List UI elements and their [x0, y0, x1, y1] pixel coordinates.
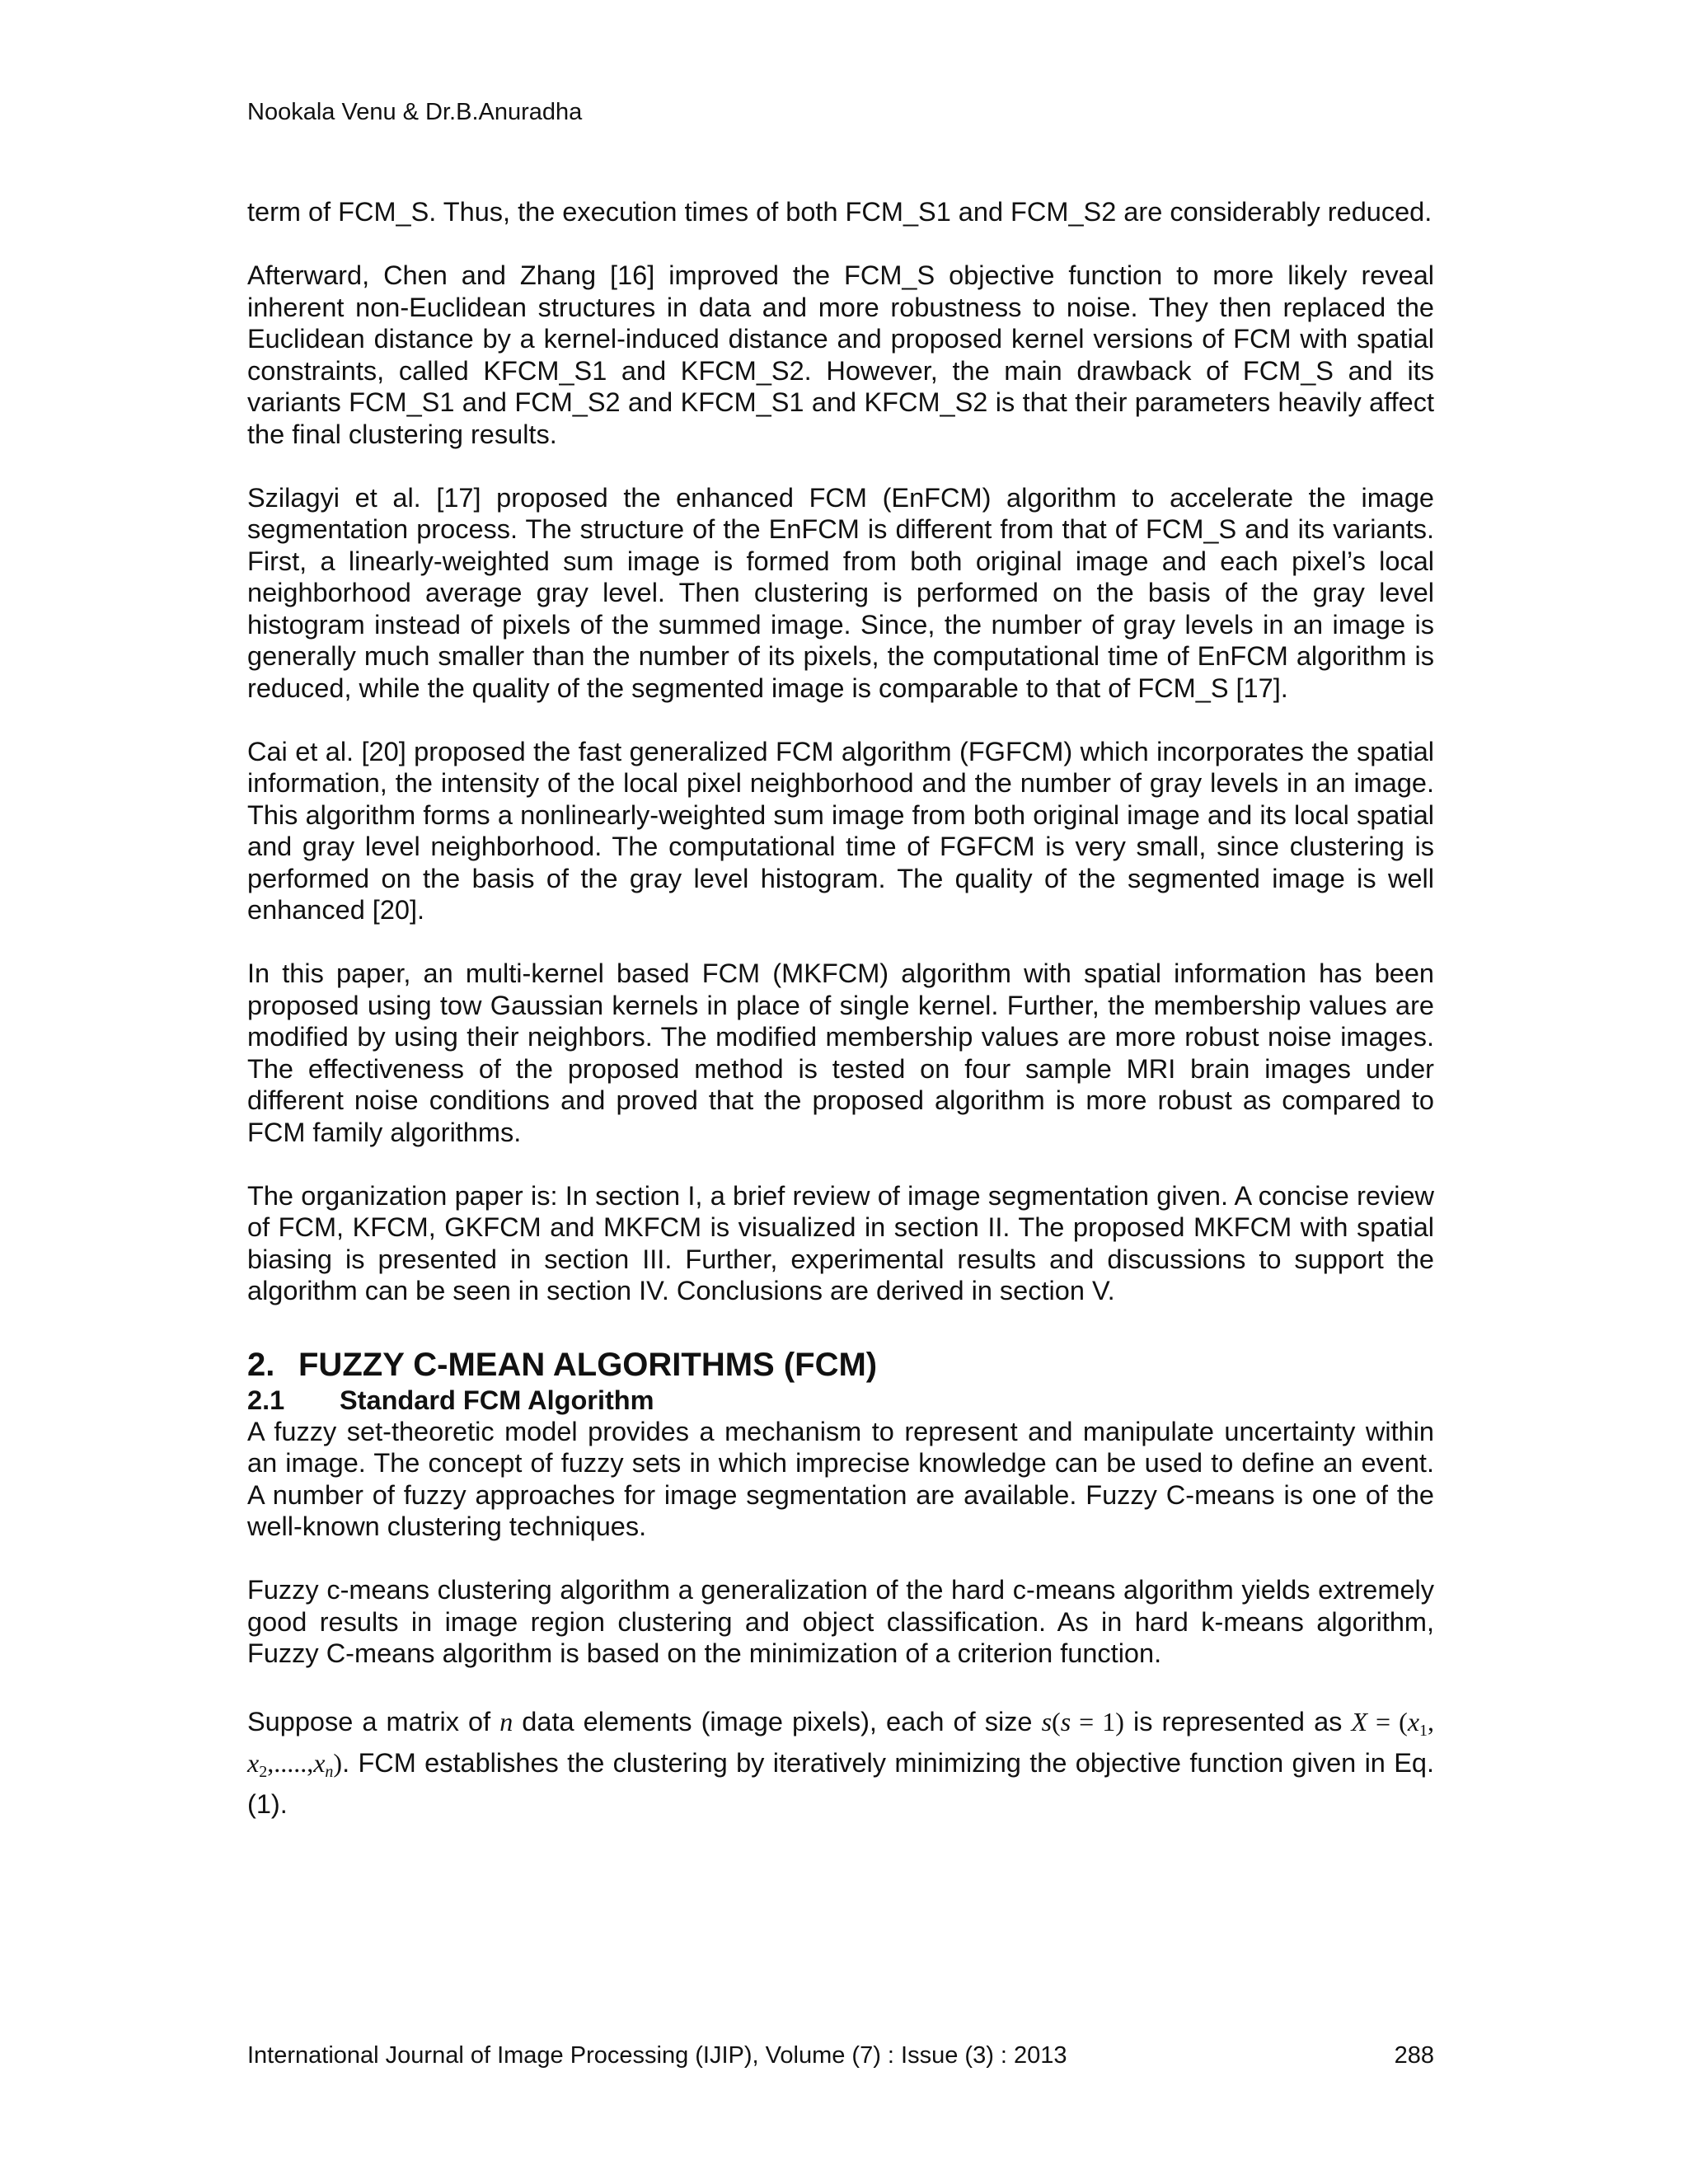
paragraph-chen-zhang: Afterward, Chen and Zhang [16] improved the FCM_S objective function to more likely reveal inherent non-Euclidean structures in data and more robustness to noise. They then replaced the Euclidean distance by a kernel-induced distance and proposed kernel versions of FCM with spatial constraints, called KFCM_S1 and KFCM_S2. However, the main drawback of FCM_S and its variants FCM_S1 and FCM_S2 and KFCM_S1 and KFCM_S2 is that their parameters heavily affect the final clustering results. [247, 260, 1434, 449]
section-number: 2. [247, 1346, 275, 1383]
math-subscript: n [325, 1763, 334, 1781]
subsection-heading-standard-fcm [247, 1385, 1434, 1416]
math-symbol: s [1041, 1707, 1053, 1736]
math-symbol: X [1351, 1707, 1368, 1736]
page-body [247, 196, 1434, 1825]
section-title: FUZZY C-MEAN ALGORITHMS (FCM) [298, 1346, 878, 1383]
math-symbol: x [313, 1748, 326, 1778]
subsection-title: Standard FCM Algorithm [340, 1385, 654, 1415]
math-symbol: = 1) [1071, 1707, 1124, 1736]
paragraph-matrix-definition [247, 1701, 1434, 1825]
math-n: n [499, 1707, 513, 1736]
paragraph-szilagyi-enfcm: Szilagyi et al. [17] proposed the enhanced FCM (EnFCM) algorithm to accelerate the image segmentation process. The structure of the EnFCM is different from that of FCM_S and its variants. First, a linearly-weighted sum image is formed from both original image and each pixel’s local neighborhood average gray level. Then clustering is performed on the basis of the gray level histogram instead of pixels of the summed image. Since, the number of gray levels in an image is generally much smaller than the number of its pixels, the computational time of EnFCM algorithm is reduced, while the quality of the segmented image is comparable to that of FCM_S [17]. [247, 482, 1434, 703]
paragraph-fuzzy-set-model: A fuzzy set-theoretic model provides a mechanism to represent and manipulate uncertainty within an image. The concept of fuzzy sets in which imprecise knowledge can be used to define an event. A number of fuzzy approaches for image segmentation are available. Fuzzy C-means is one of the well-known clustering techniques. [247, 1416, 1434, 1541]
paragraph-fcm-s-reduced: term of FCM_S. Thus, the execution times of both FCM_S1 and FCM_S2 are considerably reduced. [247, 197, 1432, 227]
text-run: . FCM establishes the clustering by iteratively minimizing the objective function given in Eq. (1). [247, 1748, 1434, 1819]
paragraph-fuzzy-c-means: Fuzzy c-means clustering algorithm a generalization of the hard c-means algorithm yields extremely good results in image region clustering and object classification. As in hard k-means algorithm, Fuzzy C-means algorithm is based on the minimization of a criterion function. [247, 1575, 1434, 1668]
paragraph-cai-fgfcm: Cai et al. [20] proposed the fast generalized FCM algorithm (FGFCM) which incorporates the spatial information, the intensity of the local pixel neighborhood and the number of gray levels in an image. This algorithm forms a nonlinearly-weighted sum image from both original image and its local spatial and gray level neighborhood. The computational time of FGFCM is very small, since clustering is performed on the basis of the gray level histogram. The quality of the segmented image is well enhanced [20]. [247, 736, 1434, 925]
math-subscript: 2 [259, 1763, 268, 1781]
math-size [1042, 1707, 1124, 1736]
math-symbol: ) [333, 1748, 343, 1778]
math-symbol: x [247, 1748, 260, 1778]
math-subscript: 1 [1419, 1722, 1428, 1740]
text-run: is represented as [1123, 1707, 1352, 1736]
math-symbol: ( [1052, 1707, 1061, 1736]
subsection-number: 2.1 [247, 1385, 285, 1415]
paragraph-mkfcm-proposal: In this paper, an multi-kernel based FCM (MKFCM) algorithm with spatial information has been proposed using tow Gaussian kernels in place of single kernel. Further, the membership values are modified by using their neighbors. The modified membership values are more robust noise images. The effectiveness of the proposed method is tested on four sample MRI brain images under different noise conditions and proved that the proposed algorithm is more robust as compared to FCM family algorithms. [247, 958, 1434, 1147]
paragraph-paper-organization: The organization paper is: In section I, a brief review of image segmentation given. A concise review of FCM, KFCM, GKFCM and MKFCM is visualized in section II. The proposed MKFCM with spatial biasing is presented in section III. Further, experimental results and discussions to support the algorithm can be seen in section IV. Conclusions are derived in section V. [247, 1180, 1434, 1305]
math-symbol: , [1428, 1707, 1435, 1736]
footer-journal-citation: International Journal of Image Processing (IJIP), Volume (7) : Issue (3) : 2013 [247, 2042, 1067, 2069]
footer-page-number: 288 [1394, 2042, 1434, 2069]
running-header-authors: Nookala Venu & Dr.B.Anuradha [247, 99, 583, 125]
section-heading-fcm [247, 1345, 1434, 1385]
math-symbol: = ( [1367, 1707, 1408, 1736]
math-symbol: x [1407, 1707, 1420, 1736]
text-run: data elements (image pixels), each of size [513, 1707, 1042, 1736]
math-symbol: ,....., [267, 1748, 314, 1778]
math-symbol: s [1060, 1707, 1071, 1736]
text-run: Suppose a matrix of [247, 1707, 500, 1736]
